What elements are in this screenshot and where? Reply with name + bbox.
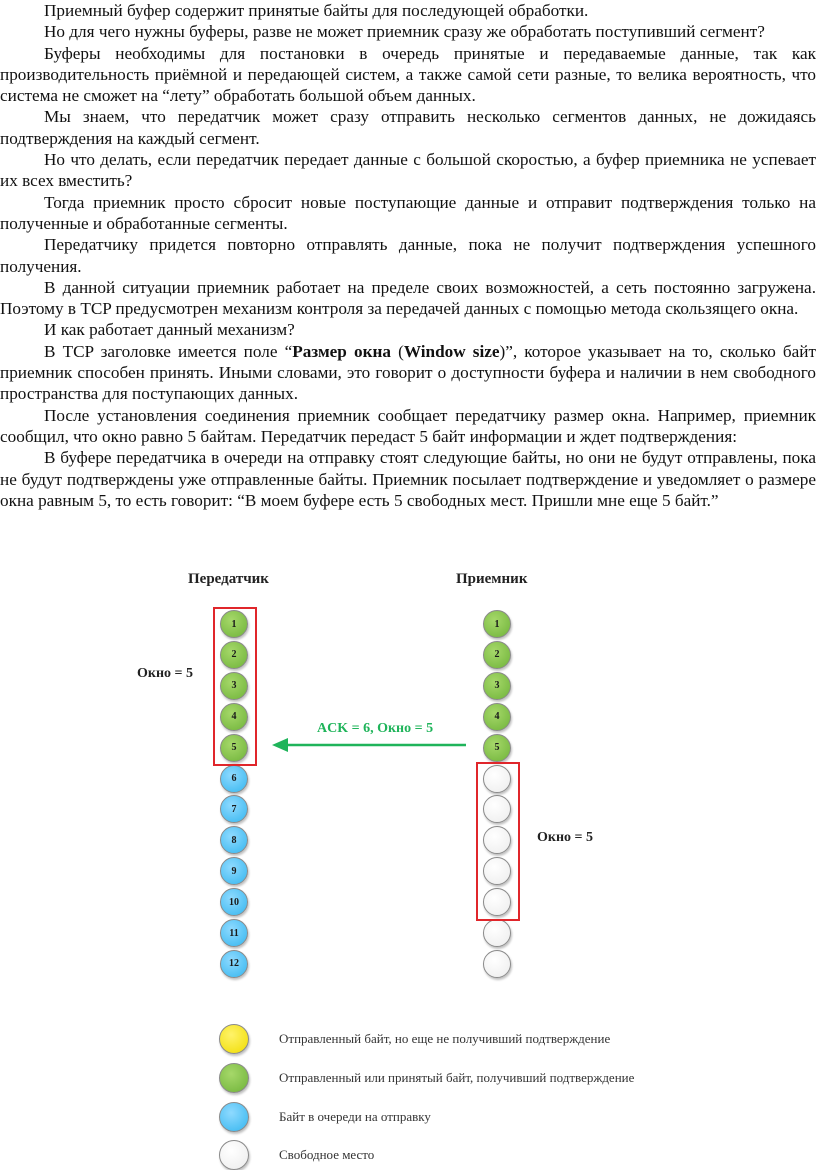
- legend-label-green: Отправленный или принятый байт, получивший подтверждение: [279, 1070, 635, 1085]
- legend-swatch-white: [219, 1140, 249, 1170]
- paragraph-9: И как работает данный механизм?: [44, 320, 295, 340]
- sliding-window-diagram: [0, 565, 816, 1170]
- receiver-byte-4: 4: [483, 703, 511, 731]
- receiver-byte-3: 3: [483, 672, 511, 700]
- sender-title: Передатчик: [188, 571, 269, 587]
- receiver-byte-2: 2: [483, 641, 511, 669]
- paragraph-11: После установления соединения приемник сообщает передатчику размер окна. Например, приемник сообщил, что окно равно 5 байтам. Передатчик передаст 5 байт информации и ждет подтверждения:: [0, 405, 816, 446]
- paragraph-12: В буфере передатчика в очереди на отправку стоят следующие байты, но они не будут отправлены, пока не будут подтверждены уже отправленные байты. Приемник посылает подтверждение и уведомляет о размере окна равным 5, то есть говорит: “В моем буфере есть 5 свободных мест. Пришли мне еще 5 байт.”: [0, 448, 816, 510]
- receiver-window-label: Окно = 5: [537, 830, 593, 845]
- sender-byte-11: 11: [220, 919, 248, 947]
- sender-window-label: Окно = 5: [137, 666, 193, 681]
- sender-byte-3: 3: [220, 672, 248, 700]
- receiver-byte-1: 1: [483, 610, 511, 638]
- window-size-term-en: Window size: [403, 341, 500, 361]
- legend-swatch-yellow: [219, 1024, 249, 1054]
- window-size-term: Размер окна: [292, 341, 391, 361]
- sender-byte-5: 5: [220, 734, 248, 762]
- paragraph-1: Приемный буфер содержит принятые байты для последующей обработки.: [44, 1, 589, 20]
- paragraph-8: В данной ситуации приемник работает на пределе своих возможностей, а сеть постоянно загружена. Поэтому в TCP предусмотрен механизм контроля за передачей данных с помощью метода скользящего окна.: [0, 277, 816, 319]
- sender-byte-4: 4: [220, 703, 248, 731]
- sender-byte-7: 7: [220, 795, 248, 823]
- legend-label-yellow: Отправленный байт, но еще не получивший подтверждение: [279, 1031, 611, 1046]
- sender-byte-6: 6: [220, 765, 248, 793]
- ack-label: ACK = 6, Окно = 5: [317, 721, 434, 736]
- paragraph-7: Передатчику придется повторно отправлять данные, пока не получит подтверждения успешного получения.: [0, 235, 816, 276]
- paragraph-10: В TCP заголовке имеется поле “Размер окна (Window size)”, которое указывает на то, сколько байт приемник способен принять. Иными словами, это говорит о доступности буфера и наличии в нем свободного пространства для поступающих данных.: [0, 341, 816, 404]
- sender-byte-2: 2: [220, 641, 248, 669]
- sender-byte-10: 10: [220, 888, 248, 916]
- legend-label-white: Свободное место: [279, 1147, 375, 1162]
- receiver-title: Приемник: [456, 571, 528, 587]
- paragraph-3: Буферы необходимы для постановки в очередь принятые и передаваемые данные, так как производительность приёмной и передающей систем, а также самой сети разные, то велика вероятность, что система не сможет на “лету” обработать большой объем данных.: [0, 43, 816, 106]
- sender-byte-12: 12: [220, 950, 248, 978]
- legend-swatch-blue: [219, 1102, 249, 1132]
- receiver-byte-11: [483, 919, 511, 947]
- paragraph-2: Но для чего нужны буферы, разве не может приемник сразу же обработать поступивший сегмент?: [44, 22, 765, 42]
- sender-byte-9: 9: [220, 857, 248, 885]
- sender-byte-8: 8: [220, 826, 248, 854]
- paragraph-6: Тогда приемник просто сбросит новые поступающие данные и отправит подтверждения только на полученные и обработанные сегменты.: [0, 192, 816, 233]
- paragraph-5: Но что делать, если передатчик передает данные с большой скоростью, а буфер приемника не успевает их всех вместить?: [0, 150, 816, 191]
- receiver-window-box: [476, 762, 520, 921]
- sender-byte-1: 1: [220, 610, 248, 638]
- receiver-byte-12: [483, 950, 511, 978]
- legend-label-blue: Байт в очереди на отправку: [279, 1109, 431, 1124]
- paragraph-4: Мы знаем, что передатчик может сразу отправить несколько сегментов данных, не дожидаясь подтверждения на каждый сегмент.: [0, 107, 816, 148]
- sender-window-box: [213, 607, 257, 766]
- legend-swatch-green: [219, 1063, 249, 1093]
- document-body: [0, 0, 816, 511]
- receiver-byte-5: 5: [483, 734, 511, 762]
